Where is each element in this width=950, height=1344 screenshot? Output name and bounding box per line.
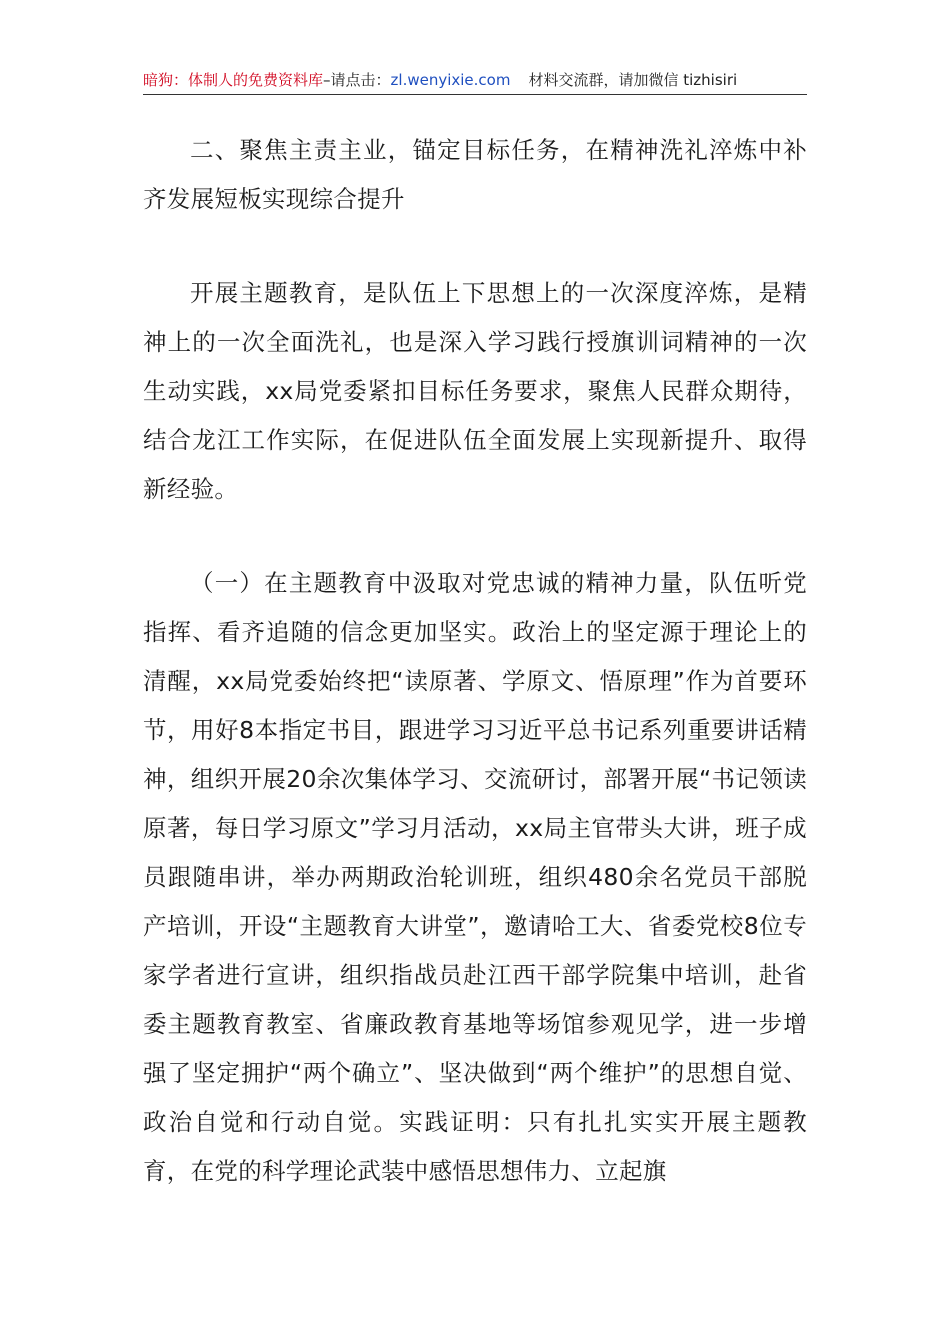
page-header bbox=[143, 70, 807, 95]
paragraph-intro: 开展主题教育，是队伍上下思想上的一次深度淬炼，是精神上的一次全面洗礼，也是深入学习践行授旗训词精神的一次生动实践，xx局党委紧扣目标任务要求，聚焦人民群众期待，结合龙江工作实际，在促进队伍全面发展上实现新提升、取得新经验。 bbox=[143, 279, 807, 503]
header-prompt-text: –请点击： bbox=[323, 71, 391, 89]
document-body bbox=[143, 126, 807, 1196]
paragraph-subsection-1: （一）在主题教育中汲取对党忠诚的精神力量，队伍听党指挥、看齐追随的信念更加坚实。政治上的坚定源于理论上的清醒，xx局党委始终把“读原著、学原文、悟原理”作为首要环节，用好8本指定书目，跟进学习习近平总书记系列重要讲话精神，组织开展20余次集体学习、交流研讨，部署开展“书记领读原著，每日学习原文”学习月活动，xx局主官带头大讲，班子成员跟随串讲，举办两期政治轮训班，组织480余名党员干部脱产培训，开设“主题教育大讲堂”，邀请哈工大、省委党校8位专家学者进行宣讲，组织指战员赴江西干部学院集中培训，赴省委主题教育教室、省廉政教育基地等场馆参观见学，进一步增强了坚定拥护“两个确立”、坚决做到“两个维护”的思想自觉、政治自觉和行动自觉。实践证明：只有扎扎实实开展主题教育，在党的科学理论武装中感悟思想伟力、立起旗 bbox=[143, 569, 807, 1185]
header-brand-text: 暗狗：体制人的免费资料库 bbox=[143, 71, 324, 89]
section-heading: 二、聚焦主责主业，锚定目标任务，在精神洗礼淬炼中补齐发展短板实现综合提升 bbox=[143, 136, 807, 213]
header-url-link[interactable]: zl.wenyixie.com bbox=[390, 71, 511, 89]
header-note-text: 材料交流群，请加微信 tizhisiri bbox=[528, 71, 738, 89]
